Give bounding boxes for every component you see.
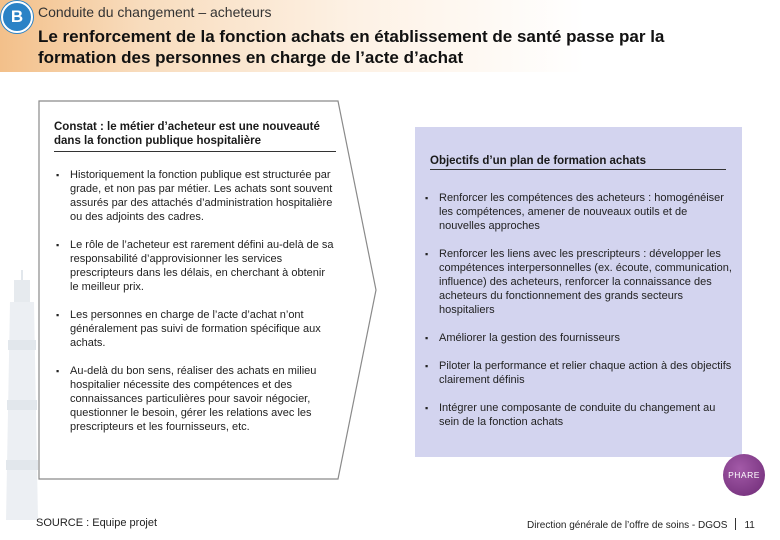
list-item: ▪ Renforcer les liens avec les prescripteurs : développer les compétences interpersonnelles (ex. écoute, communication, influence) des acheteurs, renforcer la connaissance des acheteurs du fonctionnement des grands secteurs hospitaliers (425, 248, 732, 316)
list-item: ▪ Les personnes en charge de l’acte d’achat n’ont généralement pas suivi de formation spécifique aux achats. (56, 309, 321, 349)
source-note: SOURCE : Equipe projet (36, 517, 158, 529)
bullet-icon: ▪ (425, 361, 429, 371)
bullet-icon: ▪ (425, 333, 429, 343)
objectifs-panel (415, 127, 742, 457)
footer-separator (735, 518, 736, 530)
slide-title: Le renforcement de la fonction achats en établissement de santé passe par la formation des personnes en charge de l’acte d’achat (38, 27, 665, 67)
list-item: ▪ Améliorer la gestion des fournisseurs (425, 332, 620, 344)
bullet-icon: ▪ (56, 240, 60, 250)
section-badge: B (1, 1, 33, 33)
bullet-icon: ▪ (425, 403, 429, 413)
constat-list (54, 168, 336, 434)
section-subtitle: Conduite du changement – acheteurs (38, 4, 272, 20)
footer (527, 518, 755, 531)
list-item: ▪ Au-delà du bon sens, réaliser des achats en milieu hospitalier nécessite des compétences et des connaissances particulières pour savoir négocier, questionner le besoin, gérer les relations avec les prescripteurs et les fournisseurs, etc. (56, 365, 317, 433)
list-item: ▪ Intégrer une composante de conduite du changement au sein de la fonction achats (425, 402, 716, 428)
constat-panel (38, 100, 378, 480)
list-item: ▪ Historiquement la fonction publique est structurée par grade, et non pas par métier. Les achats sont souvent assurés par des attachés d’administration hospitalière ou des adjoints des cadres. (56, 169, 333, 223)
objectifs-list (423, 191, 735, 443)
bullet-icon: ▪ (56, 170, 60, 180)
objectifs-heading: Objectifs d’un plan de formation achats (430, 155, 726, 170)
page-number: 11 (744, 520, 755, 531)
footer-org: Direction générale de l’offre de soins - DGOS (527, 520, 728, 531)
list-item: ▪ Piloter la performance et relier chaque action à des objectifs clairement définis (425, 360, 732, 386)
bullet-icon: ▪ (56, 310, 60, 320)
bullet-icon: ▪ (425, 249, 429, 259)
bullet-icon: ▪ (56, 366, 60, 376)
list-item: ▪ Le rôle de l’acheteur est rarement défini au-delà de sa responsabilité d’approvisionner les services prescripteurs dans les délais, en cherchant à obtenir le meilleur prix. (56, 239, 334, 293)
constat-heading: Constat : le métier d’acheteur est une nouveauté dans la fonction publique hospitalière (54, 120, 336, 152)
phare-logo: PHARE (723, 454, 765, 496)
bullet-icon: ▪ (425, 193, 429, 203)
list-item: ▪ Renforcer les compétences des acheteurs : homogénéiser les compétences, amener de nouveaux outils et de nouvelles approches (425, 192, 724, 232)
